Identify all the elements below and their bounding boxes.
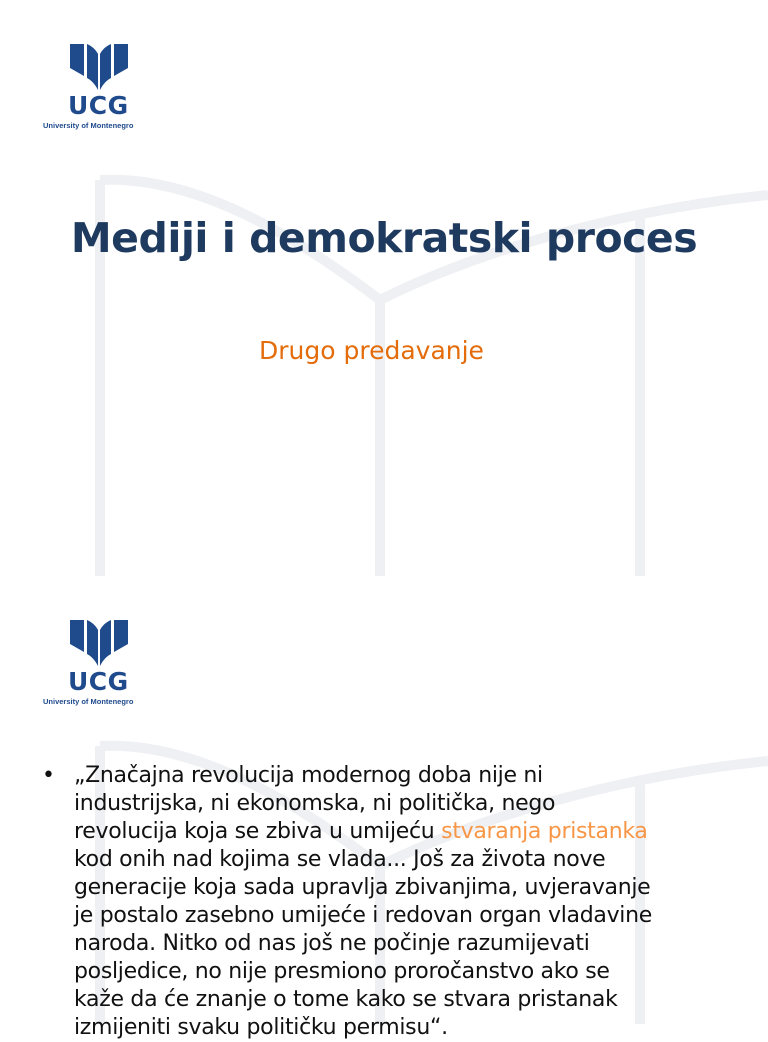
slide-subtitle: Drugo predavanje: [259, 336, 484, 365]
quote-text: [74, 762, 722, 1042]
bullet-marker: •: [42, 763, 55, 788]
logo-abbreviation: UCG: [68, 91, 129, 120]
quote-line: izmijeniti svaku političku permisu“.: [74, 1015, 448, 1040]
quote-line: je postalo zasebno umijeće i redovan organ vladavine: [74, 903, 652, 928]
logo-university-name: University of Montenegro: [43, 697, 134, 706]
logo-university-name: University of Montenegro: [43, 121, 134, 130]
quote-line: naroda. Nitko od nas još ne počinje razumijevati: [74, 931, 590, 956]
highlighted-phrase: stvaranja pristanka: [441, 819, 648, 844]
open-book-icon: [68, 616, 130, 666]
quote-line: generacije koja sada upravlja zbivanjima, uvjeravanje: [74, 875, 651, 900]
quote-line: posljedice, no nije presmiono proročanstvo ako se: [74, 959, 610, 984]
quote-bullet: [42, 762, 722, 1042]
ucg-logo: [42, 40, 162, 132]
logo-abbreviation: UCG: [68, 667, 129, 696]
slide-title: Mediji i demokratski proces: [70, 214, 698, 262]
quote-line: kaže da će znanje o tome kako se stvara pristanak: [74, 987, 618, 1012]
quote-slide: [0, 576, 768, 1040]
ucg-logo: [42, 616, 162, 708]
quote-line-text: revolucija koja se zbiva u umijeću: [74, 819, 442, 844]
quote-line: industrijska, ni ekonomska, ni politička, nego: [74, 791, 556, 816]
open-book-icon: [68, 40, 130, 90]
quote-line: kod onih nad kojima se vlada... Još za života nove: [74, 847, 606, 872]
quote-line: [74, 818, 722, 846]
quote-line: „Značajna revolucija modernog doba nije ni: [74, 763, 543, 788]
